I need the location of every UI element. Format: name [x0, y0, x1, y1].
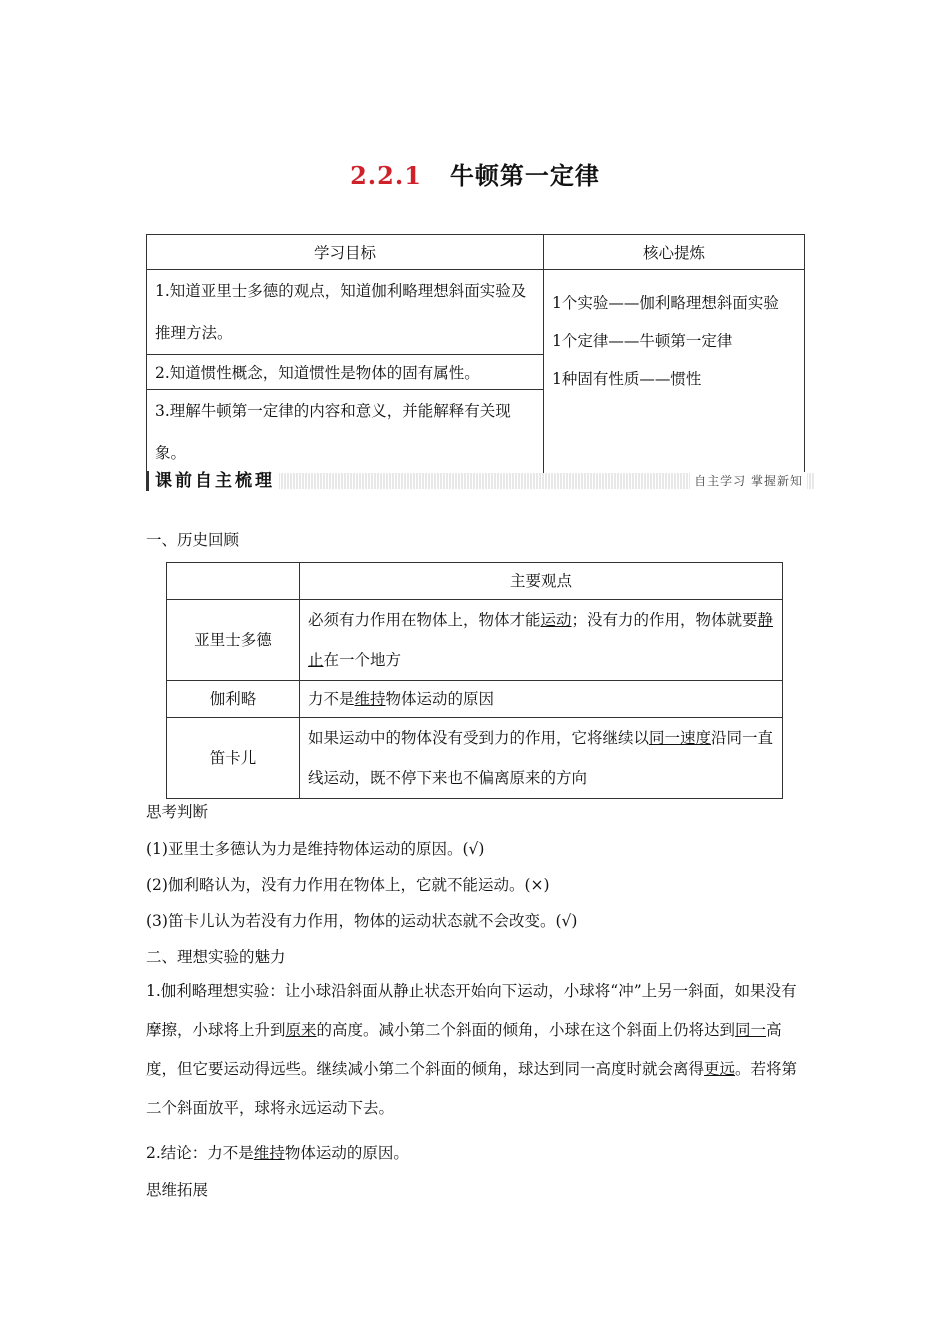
person-name: 亚里士多德 [167, 600, 300, 681]
blank-answer: 原来 [285, 1021, 317, 1039]
title-text: 牛顿第一定律 [449, 162, 600, 190]
blank-answer: 更远 [704, 1060, 736, 1078]
viewpoint-header: 主要观点 [300, 563, 783, 600]
core-item: 1个实验——伽利略理想斜面实验 [552, 294, 779, 312]
banner-subtitle: 自主学习 掌握新知 [690, 472, 807, 489]
blank-answer: 同一速度 [649, 729, 712, 747]
blank-answer: 维持 [354, 690, 386, 708]
section2-heading: 二、理想实验的魅力 [146, 948, 286, 966]
blank-answer: 同一 [735, 1021, 767, 1039]
judge-heading: 思考判断 [146, 803, 209, 821]
empty-header-cell [167, 563, 300, 600]
person-name: 笛卡儿 [167, 718, 300, 799]
section-number: 2.2.1 [350, 161, 422, 190]
experiment-paragraph: 1.伽利略理想实验：让小球沿斜面从静止状态开始向下运动，小球将“冲”上另一斜面，如果没有摩擦，小球将上升到原来的高度。减小第二个斜面的倾角，小球在这个斜面上仍将达到同一高度，但它要运动得远些。继续减小第二个斜面的倾角，球达到同一高度时就会离得更远。若将第二个斜面放平，球将永远运动下去。 [146, 982, 798, 1117]
goals-table [146, 234, 805, 475]
core-header: 核心提炼 [544, 235, 805, 270]
conclusion-paragraph: 2.结论：力不是维持物体运动的原因。 [146, 1144, 409, 1162]
judge-item: (2)伽利略认为，没有力作用在物体上，它就不能运动。(×) [146, 876, 550, 894]
extend-heading: 思维拓展 [146, 1181, 209, 1199]
goal-1: 1.知道亚里士多德的观点，知道伽利略理想斜面实验及推理方法。 [147, 270, 544, 355]
core-item: 1种固有性质——惯性 [552, 370, 702, 388]
page-title [0, 156, 950, 191]
banner-title: 课前自主梳理 [146, 471, 279, 491]
section1-heading: 一、历史回顾 [146, 531, 240, 549]
judge-item: (1)亚里士多德认为力是维持物体运动的原因。(√) [146, 840, 485, 858]
core-item: 1个定律——牛顿第一定律 [552, 332, 733, 350]
history-table [166, 562, 783, 799]
blank-answer: 维持 [253, 1144, 285, 1162]
goals-header: 学习目标 [147, 235, 544, 270]
blank-answer: 静止 [308, 611, 774, 669]
section-banner [146, 471, 815, 491]
core-summary [544, 270, 805, 475]
goal-3: 3.理解牛顿第一定律的内容和意义，并能解释有关现象。 [147, 390, 544, 475]
blank-answer: 运动 [540, 611, 572, 629]
viewpoint-text: 必须有力作用在物体上，物体才能运动；没有力的作用，物体就要静止在一个地方 [300, 600, 783, 681]
viewpoint-text: 如果运动中的物体没有受到力的作用，它将继续以同一速度沿同一直线运动，既不停下来也不偏离原来的方向 [300, 718, 783, 799]
person-name: 伽利略 [167, 681, 300, 718]
judge-item: (3)笛卡儿认为若没有力作用，物体的运动状态就不会改变。(√) [146, 912, 578, 930]
viewpoint-text: 力不是维持物体运动的原因 [300, 681, 783, 718]
goal-2: 2.知道惯性概念，知道惯性是物体的固有属性。 [147, 355, 544, 390]
